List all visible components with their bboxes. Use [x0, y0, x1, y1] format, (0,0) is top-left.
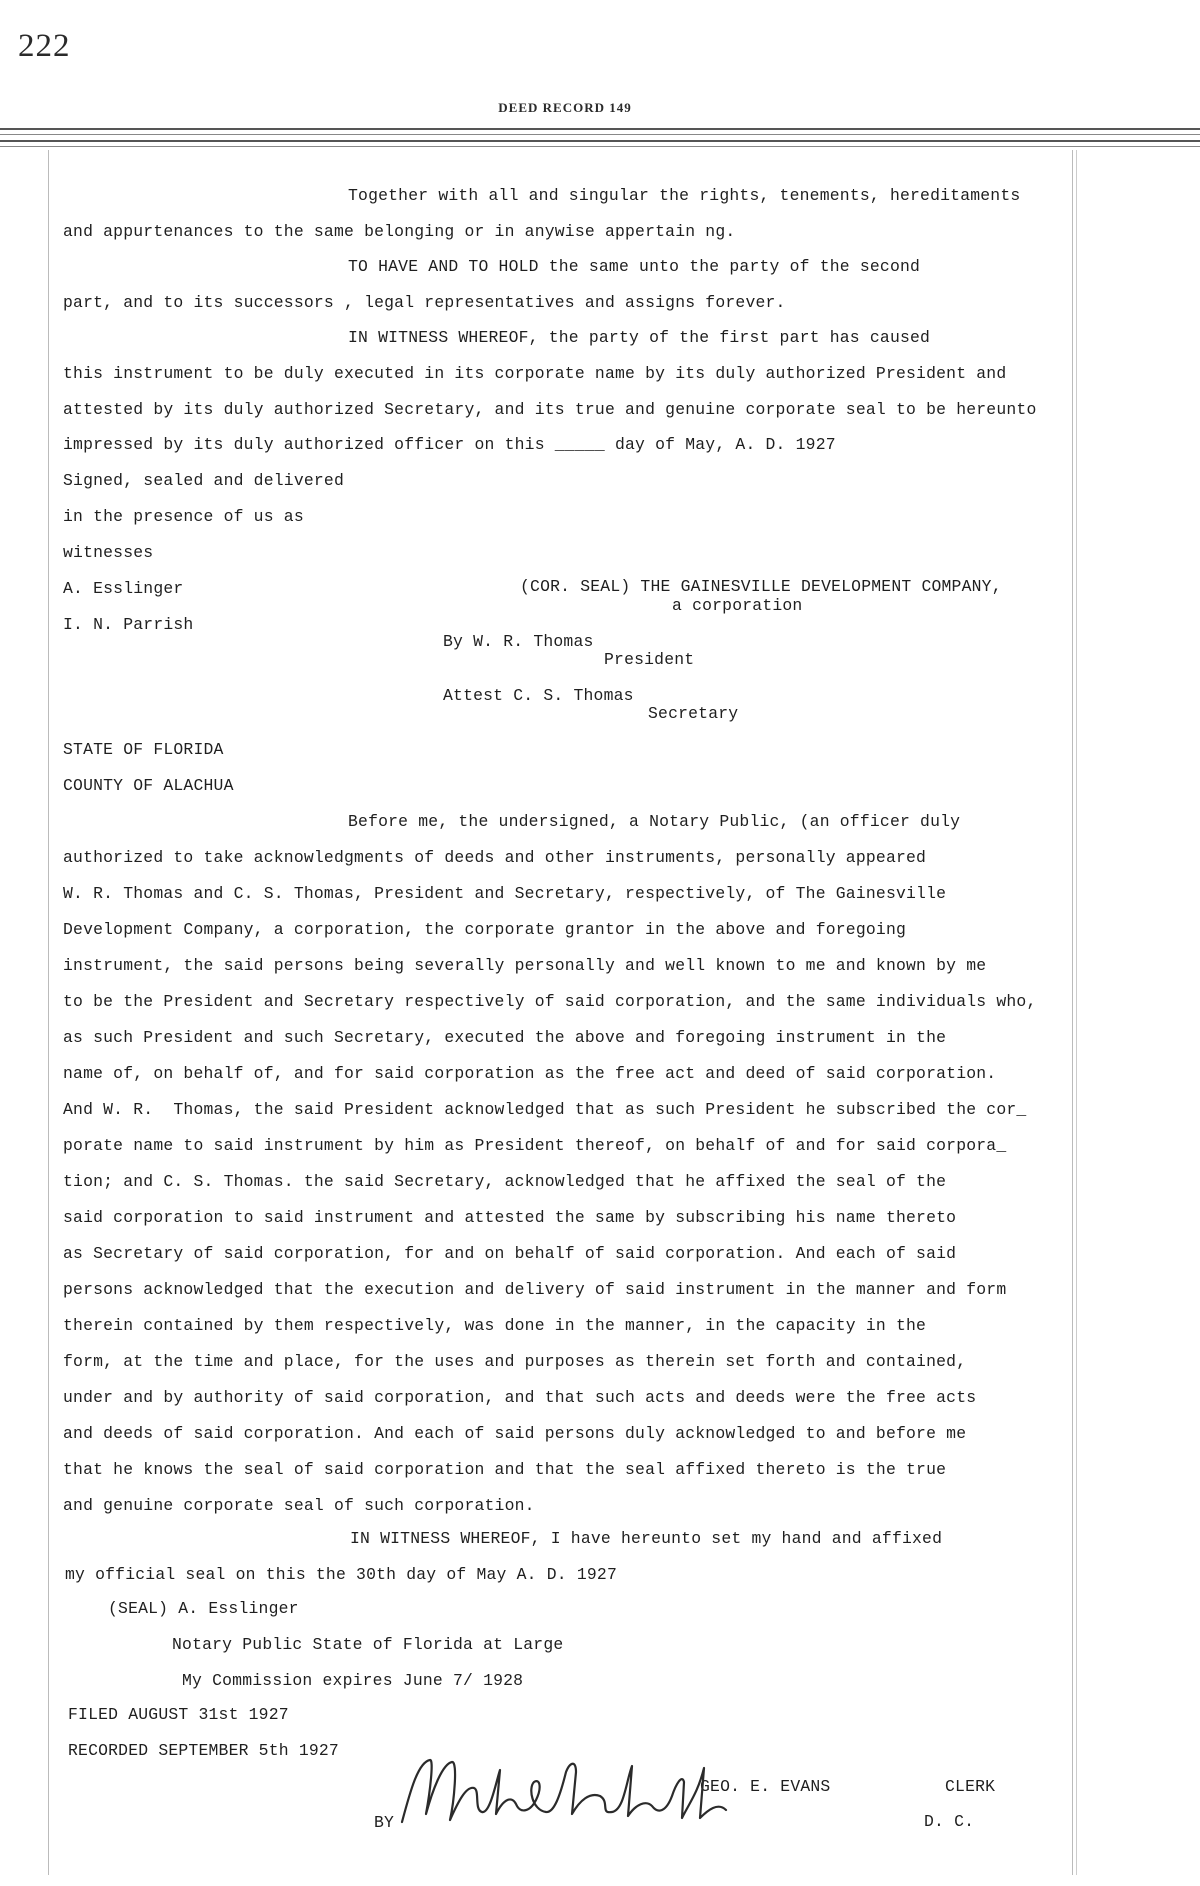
acknowledgment-line: under and by authority of said corporation, and that such acts and deeds were the free acts [63, 1388, 977, 1407]
acknowledgment-line: as such President and such Secretary, executed the above and foregoing instrument in the [63, 1028, 947, 1047]
county-heading: COUNTY OF ALACHUA [63, 776, 234, 795]
page-number: 222 [18, 28, 71, 64]
deed-line: and appurtenances to the same belonging or in anywise appertain ng. [63, 222, 736, 241]
president-title: President [604, 650, 695, 669]
acknowledgment-line: tion; and C. S. Thomas. the said Secretary, acknowledged that he affixed the seal of the [63, 1172, 947, 1191]
president-signature-line: By W. R. Thomas [443, 632, 594, 651]
corporate-seal-line: (COR. SEAL) THE GAINESVILLE DEVELOPMENT COMPANY, [520, 577, 1002, 596]
notary-seal-line: (SEAL) A. Esslinger [108, 1599, 299, 1618]
acknowledgment-line: as Secretary of said corporation, for and on behalf of said corporation. And each of said [63, 1244, 957, 1263]
deputy-clerk-label: D. C. [924, 1812, 975, 1831]
witness-name: A. Esslinger [63, 579, 184, 598]
acknowledgment-line: porate name to said instrument by him as President thereof, on behalf of and for said corpora_ [63, 1136, 1007, 1155]
header-rule [0, 140, 1200, 142]
witness-name: I. N. Parrish [63, 615, 194, 634]
deed-line: TO HAVE AND TO HOLD the same unto the party of the second [348, 257, 921, 276]
acknowledgment-line: said corporation to said instrument and attested the same by subscribing his name thereto [63, 1208, 957, 1227]
acknowledgment-line: therein contained by them respectively, was done in the manner, in the capacity in the [63, 1316, 927, 1335]
acknowledgment-line: instrument, the said persons being severally personally and well known to me and known by me [63, 956, 987, 975]
acknowledgment-line: form, at the time and place, for the uses and purposes as therein set forth and contained, [63, 1352, 967, 1371]
by-label: BY [374, 1813, 395, 1832]
acknowledgment-line: authorized to take acknowledgments of deeds and other instruments, personally appeared [63, 848, 927, 867]
acknowledgment-line: to be the President and Secretary respectively of said corporation, and the same individuals who, [63, 992, 1037, 1011]
deed-line: attested by its duly authorized Secretary, and its true and genuine corporate seal to be hereunto [63, 400, 1037, 419]
header-rule [0, 146, 1200, 147]
header-rule [0, 128, 1200, 130]
acknowledgment-line: that he knows the seal of said corporation and that the seal affixed thereto is the true [63, 1460, 947, 1479]
acknowledgment-line: persons acknowledged that the execution and delivery of said instrument in the manner and form [63, 1280, 1007, 1299]
secretary-title: Secretary [648, 704, 739, 723]
deed-line: Signed, sealed and delivered [63, 471, 345, 490]
right-margin-line [1072, 150, 1073, 1875]
left-margin-line [48, 150, 49, 1875]
acknowledgment-line: name of, on behalf of, and for said corporation as the free act and deed of said corporation. [63, 1064, 997, 1083]
acknowledgment-line: and deeds of said corporation. And each of said persons duly acknowledged to and before me [63, 1424, 967, 1443]
notary-commission: My Commission expires June 7/ 1928 [182, 1671, 524, 1690]
acknowledgment-line: and genuine corporate seal of such corporation. [63, 1496, 535, 1515]
recorded-date: RECORDED SEPTEMBER 5th 1927 [68, 1741, 339, 1760]
clerk-name: GEO. E. EVANS [700, 1777, 831, 1796]
notary-witness-line: IN WITNESS WHEREOF, I have hereunto set my hand and affixed [350, 1529, 943, 1548]
header-rule [0, 134, 1200, 135]
deed-line: this instrument to be duly executed in its corporate name by its duly authorized President and [63, 364, 1007, 383]
filed-date: FILED AUGUST 31st 1927 [68, 1705, 289, 1724]
deed-line: impressed by its duly authorized officer on this _____ day of May, A. D. 1927 [63, 435, 836, 454]
acknowledgment-line: Before me, the undersigned, a Notary Public, (an officer duly [348, 812, 961, 831]
corporation-descriptor: a corporation [672, 596, 803, 615]
deed-line: IN WITNESS WHEREOF, the party of the first part has caused [348, 328, 931, 347]
deed-line: witnesses [63, 543, 154, 562]
record-book-title: DEED RECORD 149 [498, 100, 632, 115]
notary-title: Notary Public State of Florida at Large [172, 1635, 564, 1654]
secretary-attest-line: Attest C. S. Thomas [443, 686, 634, 705]
handwritten-signature [400, 1752, 730, 1842]
notary-witness-line: my official seal on this the 30th day of May A. D. 1927 [65, 1565, 617, 1584]
acknowledgment-line: W. R. Thomas and C. S. Thomas, President and Secretary, respectively, of The Gainesville [63, 884, 947, 903]
acknowledgment-line: Development Company, a corporation, the corporate grantor in the above and foregoing [63, 920, 907, 939]
acknowledgment-line: And W. R. Thomas, the said President acknowledged that as such President he subscribed the cor_ [63, 1100, 1027, 1119]
deed-line: in the presence of us as [63, 507, 304, 526]
clerk-title: CLERK [945, 1777, 996, 1796]
right-margin-line [1076, 150, 1077, 1875]
deed-line: part, and to its successors , legal representatives and assigns forever. [63, 293, 786, 312]
state-heading: STATE OF FLORIDA [63, 740, 224, 759]
deed-line: Together with all and singular the rights, tenements, hereditaments [348, 186, 1021, 205]
